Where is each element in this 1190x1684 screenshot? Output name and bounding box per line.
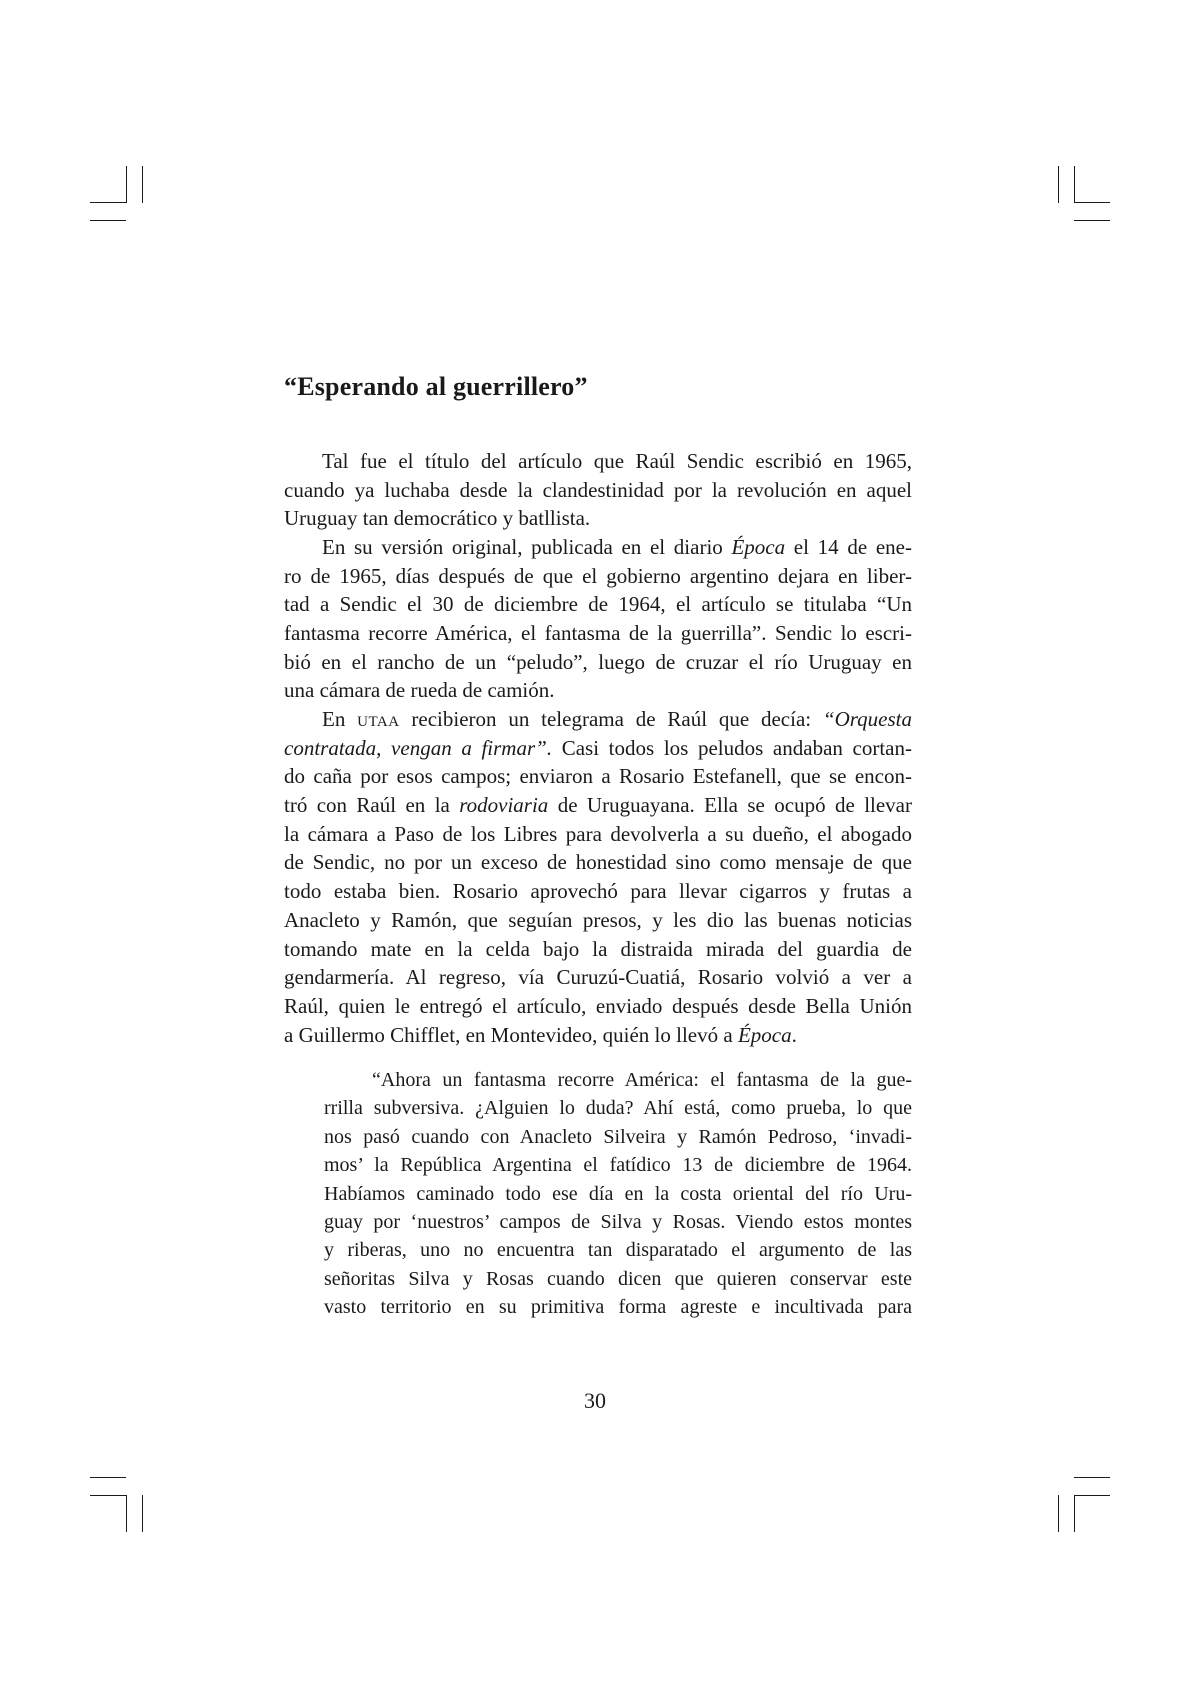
text-run: de Uruguayana. Ella se ocupó de llevar — [548, 793, 912, 818]
text-run: . — [791, 1022, 797, 1047]
crop-mark-top-right-horizontal-lower — [1074, 220, 1110, 221]
paragraph-3 — [284, 705, 912, 1049]
crop-mark-bottom-right-vertical-outer — [1058, 1495, 1059, 1532]
quote-line: y riberas, uno no encuentra tan disparatado el argumento de las — [324, 1239, 912, 1262]
crop-mark-bottom-left-horizontal-upper — [90, 1477, 126, 1478]
paragraph-line: la cámara a Paso de los Libres para devolverla a su dueño, el abogado — [284, 821, 912, 846]
paragraph-line: ro de 1965, días después de que el gobierno argentino dejara en liber- — [284, 563, 912, 588]
paragraph-line — [284, 791, 912, 820]
text-run: el 14 de ene- — [785, 535, 912, 559]
paragraph-line: Uruguay tan democrático y batllista. — [284, 506, 591, 531]
newspaper-title: Época — [737, 1022, 792, 1047]
paragraph-1 — [284, 447, 912, 533]
paragraph-line: tomando mate en la celda bajo la distraida mirada del guardia de — [284, 936, 912, 961]
crop-mark-top-left-vertical-outer — [142, 166, 143, 203]
italic-term: rodoviaria — [459, 793, 549, 818]
paragraph-line — [284, 1021, 912, 1050]
paragraph-line: todo estaba bien. Rosario aprovechó para llevar cigarros y frutas a — [284, 879, 912, 904]
paragraph-line: Tal fue el título del artículo que Raúl Sendic escribió en 1965, — [322, 449, 912, 473]
text-run: En su versión original, publicada en el diario — [322, 535, 732, 559]
paragraph-line: do caña por esos campos; enviaron a Rosario Estefanell, que se encon- — [284, 764, 912, 789]
paragraph-line: cuando ya luchaba desde la clandestinidad por la revolución en aquel — [284, 477, 912, 502]
quote-line: rrilla subversiva. ¿Alguien lo duda? Ahí está, como prueba, lo que — [324, 1097, 912, 1120]
crop-mark-top-right-vertical-outer — [1058, 166, 1059, 203]
quote-line: vasto territorio en su primitiva forma agreste e incultivada para — [324, 1296, 912, 1319]
paragraph-line — [284, 533, 912, 562]
text-run: En — [322, 707, 358, 731]
paragraph-line — [284, 705, 912, 734]
crop-mark-bottom-left-vertical — [126, 1495, 127, 1532]
crop-mark-top-left-horizontal — [90, 202, 126, 203]
crop-mark-bottom-right-horizontal — [1074, 1495, 1110, 1496]
crop-mark-bottom-right-vertical — [1074, 1495, 1075, 1532]
quote-line: guay por ‘nuestros’ campos de Silva y Rosas. Viendo estos montes — [324, 1210, 912, 1233]
paragraph-line: gendarmería. Al regreso, vía Curuzú-Cuatiá, Rosario volvió a ver a — [284, 965, 912, 990]
block-quotation — [324, 1066, 912, 1322]
crop-mark-bottom-right-horizontal-upper — [1074, 1477, 1110, 1478]
paragraph-2 — [284, 533, 912, 705]
paragraph-line: tad a Sendic el 30 de diciembre de 1964, el artículo se titulaba “Un — [284, 592, 912, 617]
text-run: a Guillermo Chifflet, en Montevideo, quién lo llevó a — [284, 1022, 738, 1047]
text-run: recibieron un telegrama de Raúl que decía: — [399, 707, 823, 731]
crop-mark-top-right-vertical — [1074, 166, 1075, 203]
quote-line: Habíamos caminado todo ese día en la costa oriental del río Uru- — [324, 1182, 912, 1205]
paragraph-line: bió en el rancho de un “peludo”, luego de cruzar el río Uruguay en — [284, 649, 912, 674]
crop-mark-bottom-left-vertical-outer — [142, 1495, 143, 1532]
paragraph-line: Anacleto y Ramón, que seguían presos, y les dio las buenas noticias — [284, 907, 912, 932]
chapter-heading: “Esperando al guerrillero” — [284, 372, 588, 402]
paragraph-line: de Sendic, no por un exceso de honestidad sino como mensaje de que — [284, 850, 912, 875]
telegram-quote: contratada, vengan a firmar”. — [284, 735, 553, 760]
crop-mark-bottom-left-horizontal — [90, 1495, 126, 1496]
quote-line: mos’ la República Argentina el fatídico 13 de diciembre de 1964. — [324, 1154, 912, 1177]
paragraph-line: Raúl, quien le entregó el artículo, enviado después desde Bella Unión — [284, 993, 912, 1018]
paragraph-line: una cámara de rueda de camión. — [284, 678, 555, 703]
telegram-quote: “Orquesta — [822, 707, 912, 731]
newspaper-title: Época — [731, 535, 786, 559]
text-run: tró con Raúl en la — [284, 793, 460, 818]
crop-mark-top-right-horizontal — [1074, 202, 1110, 203]
page-number: 30 — [584, 1388, 606, 1413]
crop-mark-top-left-vertical — [126, 166, 127, 203]
text-run: Casi todos los peludos andaban cortan- — [552, 735, 912, 760]
crop-mark-top-left-horizontal-lower — [90, 220, 126, 221]
quote-line: nos pasó cuando con Anacleto Silveira y Ramón Pedroso, ‘invadi- — [324, 1125, 912, 1148]
quote-line: “Ahora un fantasma recorre América: el fantasma de la gue- — [372, 1069, 912, 1091]
paragraph-line: fantasma recorre América, el fantasma de la guerrilla”. Sendic lo escri- — [284, 621, 912, 646]
paragraph-line — [284, 734, 912, 763]
acronym: UTAA — [357, 714, 400, 730]
quote-line: señoritas Silva y Rosas cuando dicen que quieren conservar este — [324, 1267, 912, 1290]
